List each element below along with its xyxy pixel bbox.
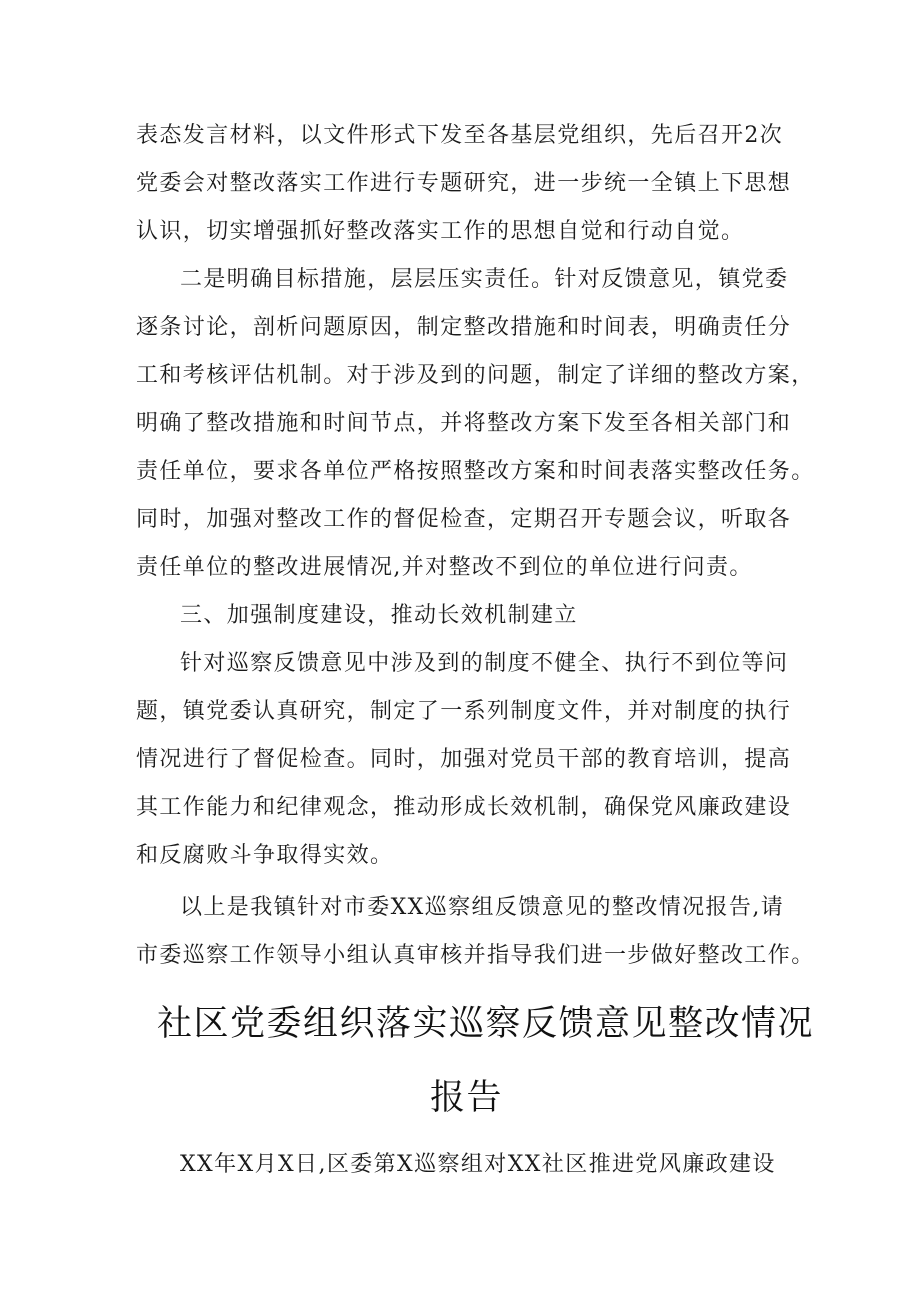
text-line: 党委会对整改落实工作进行专题研究，进一步统一全镇上下思想	[136, 171, 792, 196]
text-line: 和反腐败斗争取得实效。	[136, 843, 394, 868]
text-line: 二是明确目标措施，层层压实责任。针对反馈意见，镇党委	[180, 267, 789, 292]
text-line: 逐条讨论，剖析问题原因，制定整改措施和时间表，明确责任分	[136, 315, 792, 340]
text-line: 同时，加强对整改工作的督促检查，定期召开专题会议，听取各	[136, 507, 792, 532]
text-line: XX年X月X日,区委第X巡察组对XX社区推进党风廉政建设	[180, 1152, 776, 1177]
text-line: 市委巡察工作领导小组认真审核并指导我们进一步做好整改工作。	[136, 943, 815, 968]
text-line: 三、加强制度建设，推动长效机制建立	[180, 603, 578, 628]
text-line: 以上是我镇针对市委XX巡察组反馈意见的整改情况报告,请	[180, 895, 785, 920]
text-line: 责任单位的整改进展情况,并对整改不到位的单位进行问责。	[136, 555, 753, 580]
text-line: 工和考核评估机制。对于涉及到的问题，制定了详细的整改方案，	[136, 363, 815, 388]
text-line: 明确了整改措施和时间节点，并将整改方案下发至各相关部门和	[136, 411, 792, 436]
text-line: 表态发言材料，以文件形式下发至各基层党组织，先后召开2次	[136, 123, 784, 148]
text-line: 其工作能力和纪律观念，推动形成长效机制，确保党风廉政建设	[136, 795, 792, 820]
text-line: 情况进行了督促检查。同时，加强对党员干部的教育培训，提高	[136, 747, 792, 772]
document-title-line-1: 社区党委组织落实巡察反馈意见整改情况	[157, 1004, 815, 1044]
document-title-line-2: 报告	[430, 1078, 504, 1118]
text-line: 针对巡察反馈意见中涉及到的制度不健全、执行不到位等问	[180, 651, 789, 676]
text-line: 题，镇党委认真研究，制定了一系列制度文件，并对制度的执行	[136, 699, 792, 724]
text-line: 认识，切实增强抓好整改落实工作的思想自觉和行动自觉。	[136, 219, 745, 244]
text-line: 责任单位，要求各单位严格按照整改方案和时间表落实整改任务。	[136, 459, 815, 484]
